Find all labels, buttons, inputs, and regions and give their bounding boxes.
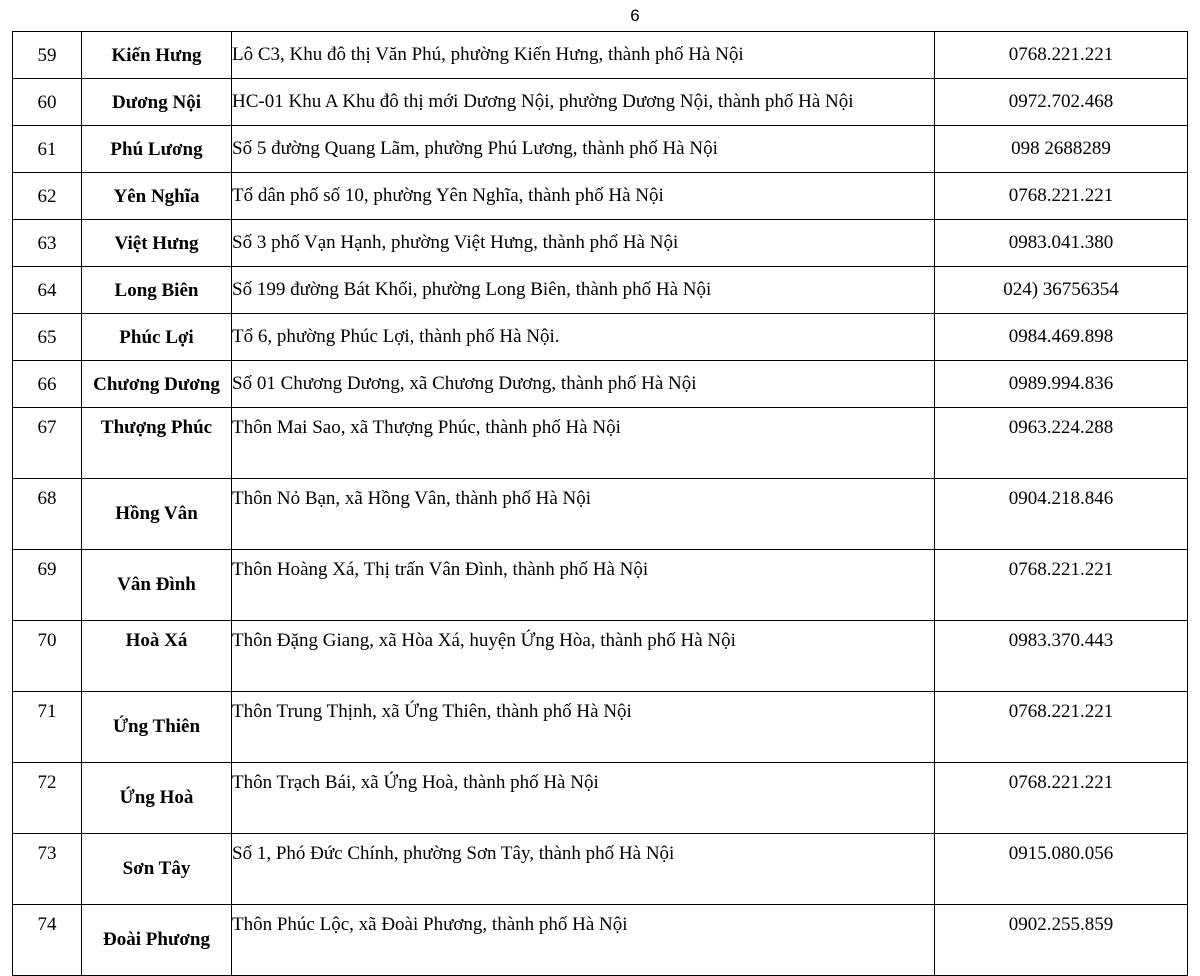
row-number: 62 (13, 173, 82, 220)
location-address: Thôn Trạch Bái, xã Ứng Hoà, thành phố Hà Nội (232, 763, 935, 834)
location-address: Tổ 6, phường Phúc Lợi, thành phố Hà Nội. (232, 314, 935, 361)
row-number: 67 (13, 408, 82, 479)
location-name: Thượng Phúc (82, 408, 232, 479)
location-name: Hoà Xá (82, 621, 232, 692)
location-phone: 0768.221.221 (935, 173, 1188, 220)
page-number: 6 (630, 6, 640, 25)
location-name: Sơn Tây (82, 834, 232, 905)
table-row (13, 692, 1188, 763)
location-address: Thôn Trung Thịnh, xã Ứng Thiên, thành phố Hà Nội (232, 692, 935, 763)
row-number: 71 (13, 692, 82, 763)
location-address: Số 3 phố Vạn Hạnh, phường Việt Hưng, thành phố Hà Nội (232, 220, 935, 267)
location-name: Phúc Lợi (82, 314, 232, 361)
location-name: Vân Đình (82, 550, 232, 621)
table-row (13, 126, 1188, 173)
table-row (13, 905, 1188, 976)
location-address: Thôn Phúc Lộc, xã Đoài Phương, thành phố Hà Nội (232, 905, 935, 976)
location-phone: 0983.370.443 (935, 621, 1188, 692)
table-row (13, 361, 1188, 408)
row-number: 65 (13, 314, 82, 361)
table-row (13, 267, 1188, 314)
location-address: Số 199 đường Bát Khối, phường Long Biên, thành phố Hà Nội (232, 267, 935, 314)
location-phone: 0983.041.380 (935, 220, 1188, 267)
location-name: Dương Nội (82, 79, 232, 126)
location-address: Thôn Nỏ Bạn, xã Hồng Vân, thành phố Hà Nội (232, 479, 935, 550)
row-number: 64 (13, 267, 82, 314)
table-row (13, 621, 1188, 692)
row-number: 59 (13, 32, 82, 79)
location-address: Thôn Mai Sao, xã Thượng Phúc, thành phố Hà Nội (232, 408, 935, 479)
row-number: 72 (13, 763, 82, 834)
location-name: Phú Lương (82, 126, 232, 173)
location-phone: 0768.221.221 (935, 692, 1188, 763)
location-phone: 0915.080.056 (935, 834, 1188, 905)
row-number: 73 (13, 834, 82, 905)
row-number: 61 (13, 126, 82, 173)
row-number: 63 (13, 220, 82, 267)
row-number: 70 (13, 621, 82, 692)
location-phone: 098 2688289 (935, 126, 1188, 173)
table-row (13, 550, 1188, 621)
location-name: Chương Dương (82, 361, 232, 408)
location-address: Số 1, Phó Đức Chính, phường Sơn Tây, thành phố Hà Nội (232, 834, 935, 905)
location-phone: 0902.255.859 (935, 905, 1188, 976)
table-row (13, 834, 1188, 905)
table-row (13, 173, 1188, 220)
location-phone: 0768.221.221 (935, 763, 1188, 834)
location-name: Yên Nghĩa (82, 173, 232, 220)
location-phone: 0972.702.468 (935, 79, 1188, 126)
table-row (13, 79, 1188, 126)
location-phone: 0989.994.836 (935, 361, 1188, 408)
location-address: Thôn Hoàng Xá, Thị trấn Vân Đình, thành phố Hà Nội (232, 550, 935, 621)
location-phone: 0768.221.221 (935, 32, 1188, 79)
table-row (13, 479, 1188, 550)
location-address: Thôn Đặng Giang, xã Hòa Xá, huyện Ứng Hòa, thành phố Hà Nội (232, 621, 935, 692)
row-number: 74 (13, 905, 82, 976)
location-phone: 0904.218.846 (935, 479, 1188, 550)
location-address: Số 01 Chương Dương, xã Chương Dương, thành phố Hà Nội (232, 361, 935, 408)
location-phone: 0768.221.221 (935, 550, 1188, 621)
location-name: Ứng Thiên (82, 692, 232, 763)
location-phone: 0963.224.288 (935, 408, 1188, 479)
row-number: 68 (13, 479, 82, 550)
table-row (13, 220, 1188, 267)
row-number: 69 (13, 550, 82, 621)
location-name: Ứng Hoà (82, 763, 232, 834)
location-name: Long Biên (82, 267, 232, 314)
row-number: 66 (13, 361, 82, 408)
location-phone: 0984.469.898 (935, 314, 1188, 361)
location-phone: 024) 36756354 (935, 267, 1188, 314)
table-row (13, 314, 1188, 361)
table-row (13, 408, 1188, 479)
location-name: Việt Hưng (82, 220, 232, 267)
location-address: HC-01 Khu A Khu đô thị mới Dương Nội, phường Dương Nội, thành phố Hà Nội (232, 79, 935, 126)
table-row (13, 32, 1188, 79)
location-name: Kiến Hưng (82, 32, 232, 79)
row-number: 60 (13, 79, 82, 126)
table-row (13, 763, 1188, 834)
location-address: Tổ dân phố số 10, phường Yên Nghĩa, thành phố Hà Nội (232, 173, 935, 220)
location-name: Đoài Phương (82, 905, 232, 976)
location-table (12, 31, 1188, 976)
location-address: Số 5 đường Quang Lãm, phường Phú Lương, thành phố Hà Nội (232, 126, 935, 173)
location-name: Hồng Vân (82, 479, 232, 550)
location-address: Lô C3, Khu đô thị Văn Phú, phường Kiến Hưng, thành phố Hà Nội (232, 32, 935, 79)
